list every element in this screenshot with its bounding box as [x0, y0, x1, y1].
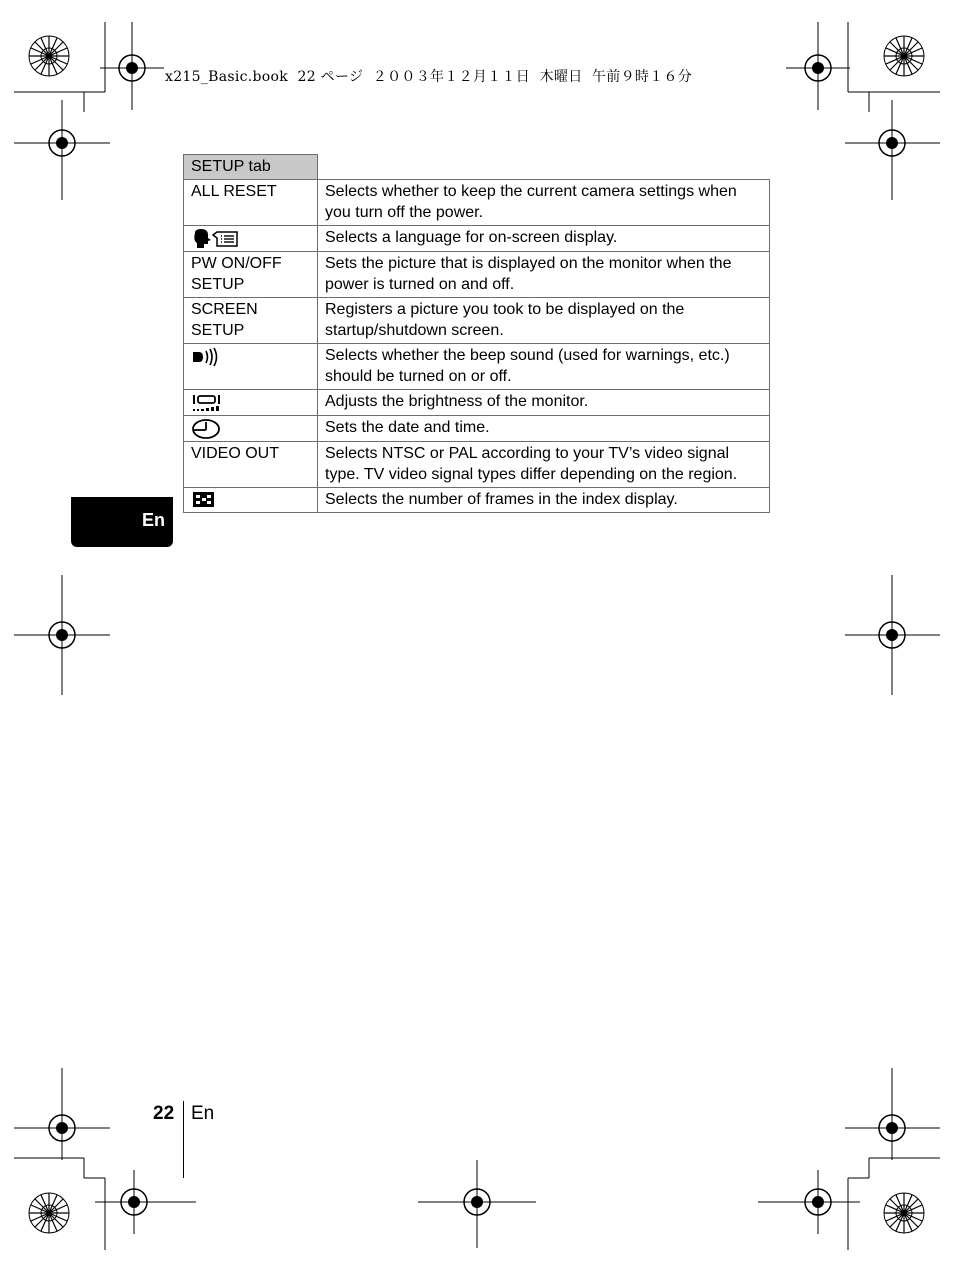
- table-row: [184, 488, 770, 513]
- index-display-icon: [191, 491, 217, 509]
- setting-name: SCREEN SETUP: [184, 298, 318, 344]
- registration-burst-icon: [29, 1193, 69, 1233]
- monitor-brightness-icon: [191, 393, 223, 413]
- table-row: [184, 180, 770, 226]
- setting-description: Adjusts the brightness of the monitor.: [318, 390, 770, 416]
- print-header: x215_Basic.book 22 ページ ２００３年１２月１１日 木曜日 午前９時１６分: [165, 69, 693, 85]
- setting-description: Selects whether to keep the current camera settings when you turn off the power.: [318, 180, 770, 226]
- setting-description: Selects NTSC or PAL according to your TV’s video signal type. TV video signal types differ depending on the region.: [318, 442, 770, 488]
- setting-name: VIDEO OUT: [184, 442, 318, 488]
- language-side-tab: [71, 497, 173, 547]
- beep-sound-icon: [191, 347, 221, 367]
- clock-icon: [191, 419, 223, 439]
- page-number: 22: [153, 1103, 175, 1124]
- setup-tab-table: [183, 154, 770, 513]
- setting-description: Selects a language for on-screen display.: [318, 226, 770, 252]
- table-row: [184, 226, 770, 252]
- table-row: [184, 344, 770, 390]
- table-row: [184, 252, 770, 298]
- setting-description: Sets the picture that is displayed on the monitor when the power is turned on and off.: [318, 252, 770, 298]
- registration-burst-icon: [884, 1193, 924, 1233]
- table-row: [184, 298, 770, 344]
- footer-divider: [183, 1101, 184, 1178]
- language-icon: [191, 229, 241, 249]
- setting-name: ALL RESET: [184, 180, 318, 226]
- side-tab-label: En: [141, 510, 165, 530]
- table-row: [184, 390, 770, 416]
- table-row: [184, 416, 770, 442]
- page-language: En: [191, 1103, 215, 1124]
- setting-description: Selects whether the beep sound (used for warnings, etc.) should be turned on or off.: [318, 344, 770, 390]
- table-title: SETUP tab: [184, 155, 318, 180]
- setting-name: PW ON/OFF SETUP: [184, 252, 318, 298]
- table-row: [184, 442, 770, 488]
- setting-description: Registers a picture you took to be displayed on the startup/shutdown screen.: [318, 298, 770, 344]
- setting-description: Selects the number of frames in the index display.: [318, 488, 770, 513]
- registration-burst-icon: [884, 36, 924, 76]
- setting-description: Sets the date and time.: [318, 416, 770, 442]
- registration-burst-icon: [29, 36, 69, 76]
